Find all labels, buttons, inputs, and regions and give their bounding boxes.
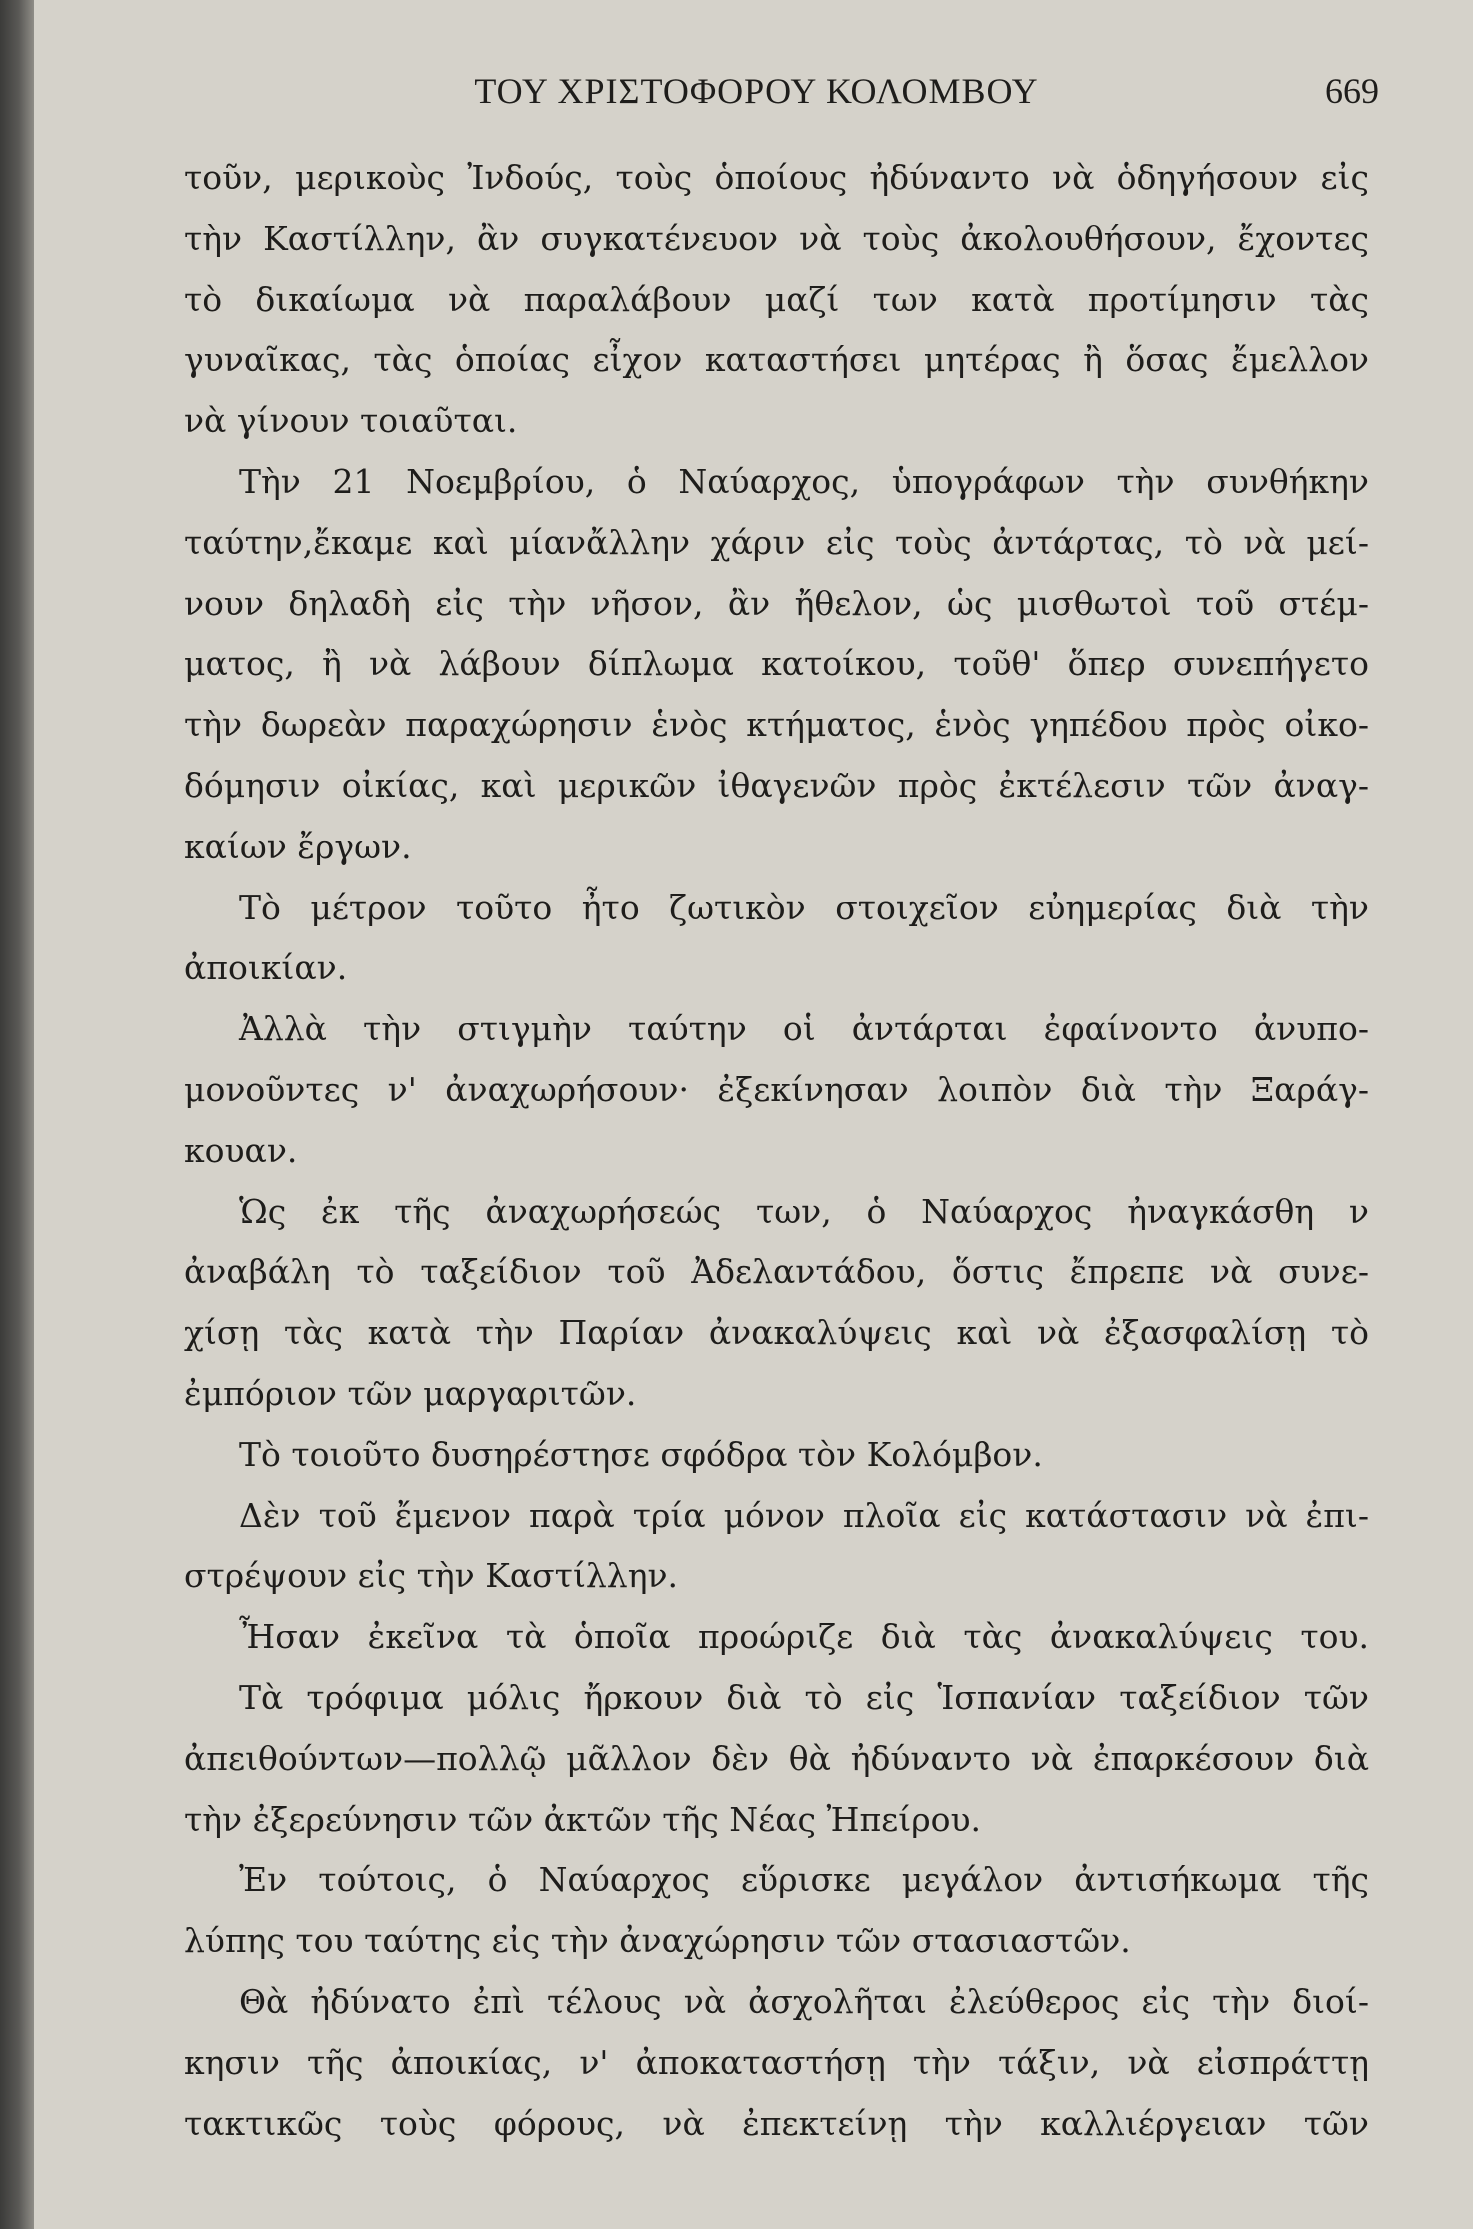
running-head-title: ΤΟΥ ΧΡΙΣΤΟΦΟΡΟΥ ΚΟΛΟΜΒΟΥ	[474, 71, 1039, 111]
text-line: τὴν ἐξερεύνησιν τῶν ἀκτῶν τῆς Νέας Ἠπείρου.	[184, 1799, 982, 1839]
text-line: τοῦν, μερικοὺς Ἰνδούς, τοὺς ὁποίους ἠδύναντο νὰ ὁδηγήσουν εἰς	[184, 158, 1369, 197]
text-line: ματος, ἢ νὰ λάβουν δίπλωμα κατοίκου, τοῦθ' ὅπερ συνεπήγετο	[184, 644, 1369, 684]
text-line: κησιν τῆς ἀποικίας, ν' ἀποκαταστήσῃ τὴν τάξιν, νὰ εἰσπράττῃ	[184, 2042, 1369, 2082]
text-line: τὴν Καστίλλην, ἂν συγκατένευον νὰ τοὺς ἀκολουθήσουν, ἔχοντες	[184, 218, 1369, 258]
text-line: ἐμπόριον τῶν μαργαριτῶν.	[184, 1373, 637, 1413]
text-line: Τὸ μέτρον τοῦτο ἦτο ζωτικὸν στοιχεῖον εὐημερίας διὰ τὴν	[239, 887, 1369, 927]
text-line: λύπης του ταύτης εἰς τὴν ἀναχώρησιν τῶν στασιαστῶν.	[184, 1921, 1131, 1961]
page-number: 669	[1325, 71, 1379, 111]
text-line: νουν δηλαδὴ εἰς τὴν νῆσον, ἂν ἤθελον, ὡς μισθωτοὶ τοῦ στέμ-	[184, 583, 1369, 623]
text-line: Τὴν 21 Νοεμβρίου, ὁ Ναύαρχος, ὑπογράφων τὴν συνθήκην	[239, 461, 1369, 501]
text-line: Δὲν τοῦ ἔμενον παρὰ τρία μόνον πλοῖα εἰς κατάστασιν νὰ ἐπι-	[239, 1495, 1369, 1535]
text-line: ἀπειθούντων—πολλῷ μᾶλλον δὲν θὰ ἠδύναντο νὰ ἐπαρκέσουν διὰ	[184, 1738, 1369, 1778]
text-line: νὰ γίνουν τοιαῦται.	[184, 401, 518, 441]
text-line: Τὸ τοιοῦτο δυσηρέστησε σφόδρα τὸν Κολόμβον.	[239, 1434, 1043, 1474]
text-line: ἀναβάλη τὸ ταξείδιον τοῦ Ἀδελαντάδου, ὅστις ἔπρεπε νὰ συνε-	[184, 1252, 1369, 1292]
text-line: τὸ δικαίωμα νὰ παραλάβουν μαζί των κατὰ προτίμησιν τὰς	[184, 279, 1369, 319]
text-line: δόμησιν οἰκίας, καὶ μερικῶν ἰθαγενῶν πρὸς ἐκτέλεσιν τῶν ἀναγ-	[184, 765, 1369, 805]
page-header	[134, 70, 1379, 130]
text-line: ἀποικίαν.	[184, 948, 348, 988]
text-line: τακτικῶς τοὺς φόρους, νὰ ἐπεκτείνῃ τὴν καλλιέργειαν τῶν	[184, 2103, 1369, 2143]
text-line: Ἀλλὰ τὴν στιγμὴν ταύτην οἱ ἀντάρται ἐφαίνοντο ἀνυπο-	[239, 1009, 1369, 1049]
text-line: Τὰ τρόφιμα μόλις ἤρκουν διὰ τὸ εἰς Ἱσπανίαν ταξείδιον τῶν	[239, 1677, 1369, 1717]
text-line: γυναῖκας, τὰς ὁποίας εἶχον καταστήσει μητέρας ἢ ὅσας ἔμελλον	[184, 340, 1369, 380]
text-line: Ἦσαν ἐκεῖνα τὰ ὁποῖα προώριζε διὰ τὰς ἀνακαλύψεις του.	[239, 1617, 1369, 1657]
body-text	[184, 148, 1369, 2154]
text-line: στρέψουν εἰς τὴν Καστίλλην.	[184, 1556, 679, 1596]
text-line: μονοῦντες ν' ἀναχωρήσουν· ἐξεκίνησαν λοιπὸν διὰ τὴν Ξαράγ-	[184, 1069, 1369, 1109]
text-line: καίων ἔργων.	[184, 826, 412, 866]
text-line: ταύτην,ἔκαμε καὶ μίανἄλλην χάριν εἰς τοὺς ἀντάρτας, τὸ νὰ μεί-	[184, 522, 1369, 562]
text-line: τὴν δωρεὰν παραχώρησιν ἑνὸς κτήματος, ἑνὸς γηπέδου πρὸς οἰκο-	[184, 705, 1369, 745]
book-page	[34, 0, 1473, 2229]
book-spine-edge	[0, 0, 34, 2229]
text-line: Θὰ ἠδύνατο ἐπὶ τέλους νὰ ἀσχολῆται ἐλεύθερος εἰς τὴν διοί-	[239, 1981, 1369, 2021]
text-line: χίσῃ τὰς κατὰ τὴν Παρίαν ἀνακαλύψεις καὶ νὰ ἐξασφαλίσῃ τὸ	[184, 1313, 1369, 1353]
text-line: κουαν.	[184, 1130, 298, 1170]
text-line: Ὡς ἐκ τῆς ἀναχωρήσεώς των, ὁ Ναύαρχος ἠναγκάσθη ν	[239, 1191, 1369, 1231]
text-line: Ἐν τούτοις, ὁ Ναύαρχος εὕρισκε μεγάλον ἀντισήκωμα τῆς	[239, 1860, 1369, 1900]
